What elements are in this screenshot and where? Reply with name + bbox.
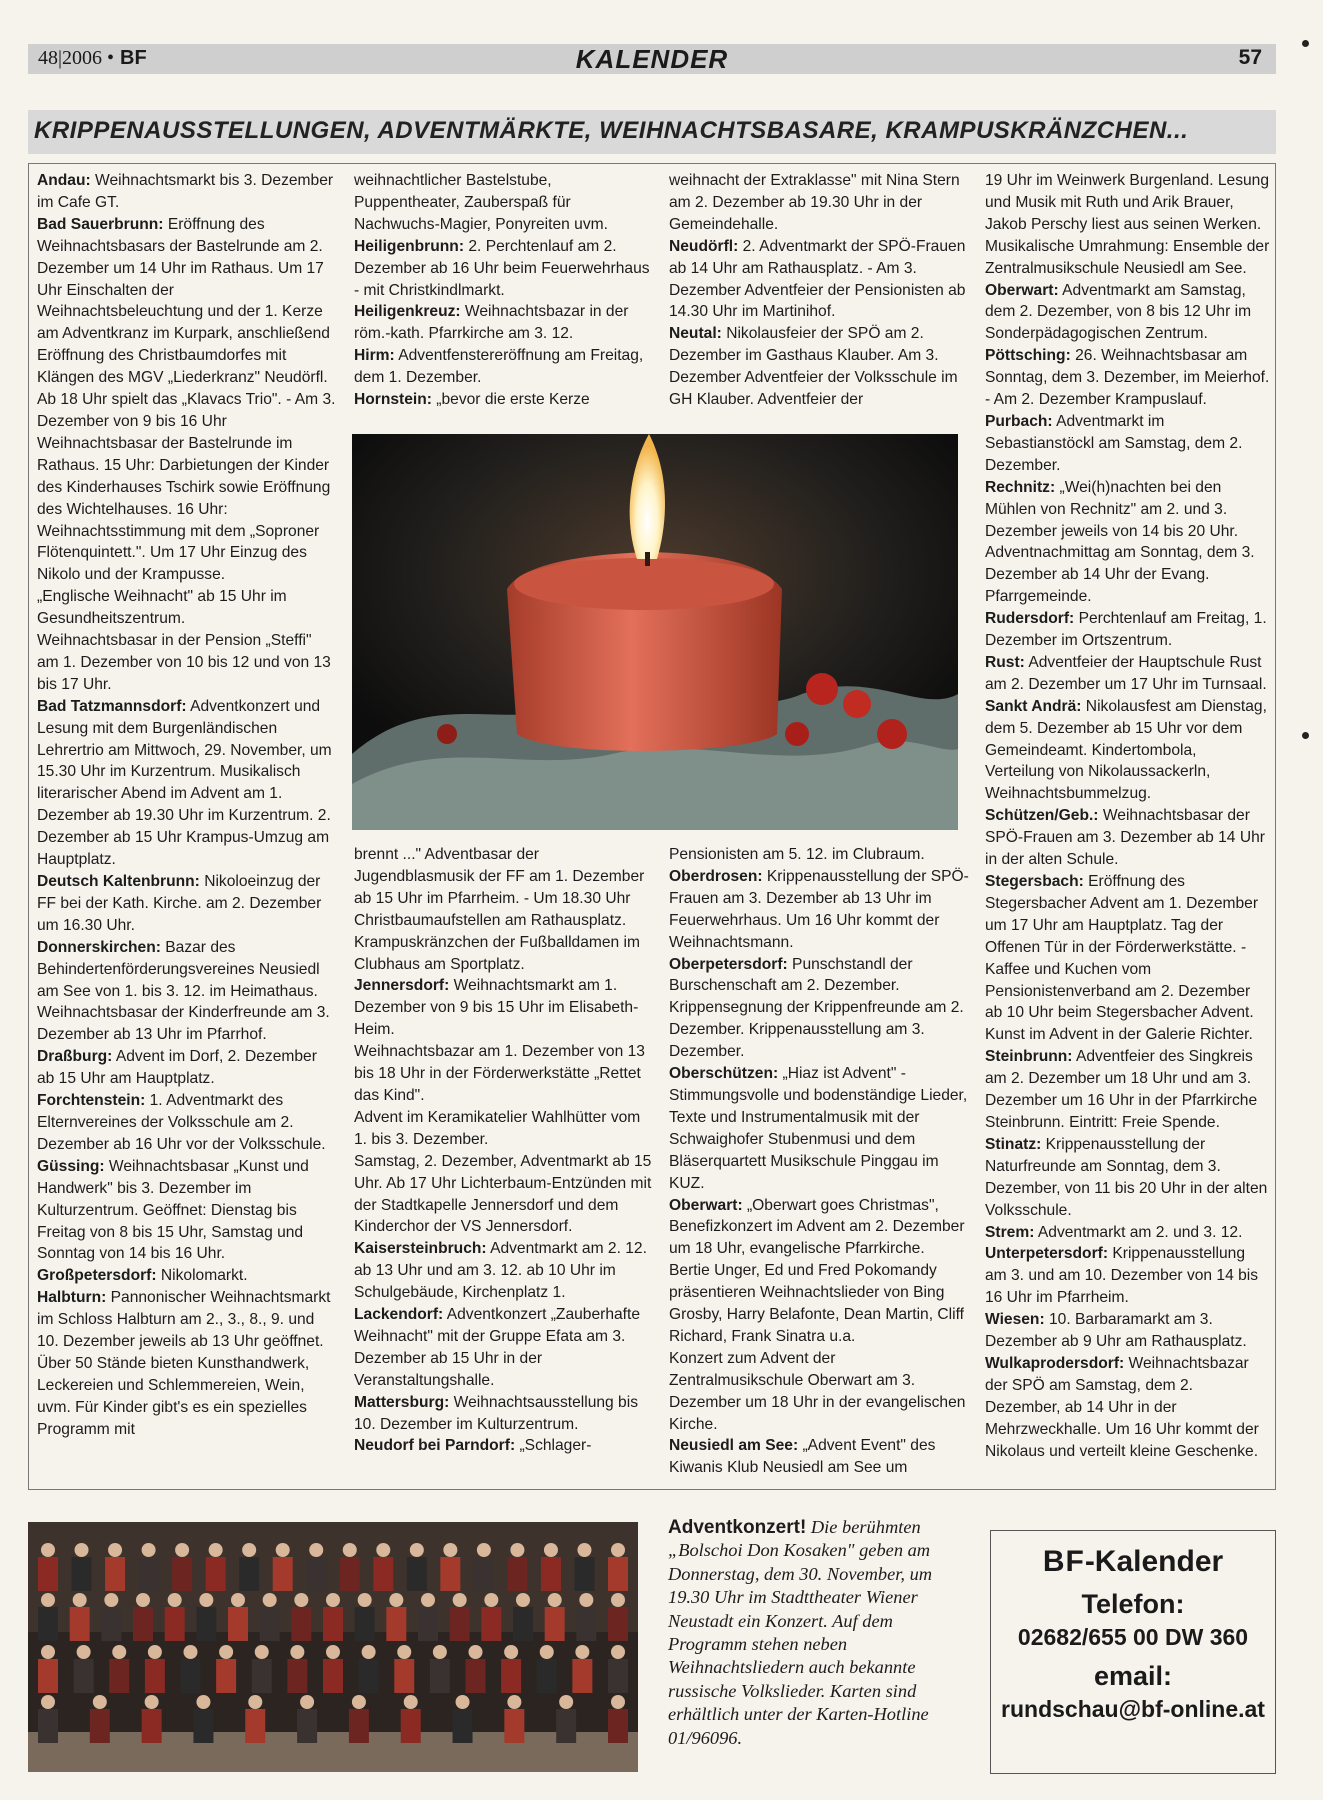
calendar-entry — [354, 301, 654, 345]
calendar-entry — [985, 1243, 1270, 1309]
entry-place: Wulkaprodersdorf: — [985, 1354, 1125, 1372]
entry-text: Advent im Keramikatelier Wahlhütter vom 1. bis 3. Dezember. — [354, 1108, 641, 1148]
column-3-bottom — [669, 844, 969, 1479]
entry-text: Weihnachtsmarkt bis 3. Dezember im Cafe GT. — [37, 172, 334, 211]
choir-photo — [28, 1522, 638, 1772]
entry-place: Bad Sauerbrunn: — [37, 215, 164, 233]
entry-text: „Schlager- — [515, 1437, 592, 1455]
entry-text: Eröffnung des Weihnachtsbasars der Bastelrunde am 2. Dezember um 14 Uhr im Rathaus. Um 17 Uhr Einschalten der Weihnachtsbeleuchtung und der 1. Kerze am Adventkranz im Kurpark, anschließend Eröffnung des Christbaumdorfes mit Klängen des MGV „Liederkranz" Neudörfl. Ab 18 Uhr spielt das „Klavacs Trio". - Am 3. Dezember von 9 bis 16 Uhr Weihnachtsbasar der Bastelrunde im Rathaus. 15 Uhr: Darbietungen der Kinder des Kinderhauses Tschirk sowie Eröffnung des Wichtelhauses. 16 Uhr: Weihnachtsstimmung mit dem „Soproner Flötenquintett.". Um 17 Uhr Einzug des Nikolo und der Krampusse. — [37, 215, 336, 584]
entry-place: Draßburg: — [37, 1048, 113, 1066]
calendar-entry — [985, 696, 1270, 806]
entry-text: 1. Adventmarkt des Elternvereines der Volksschule am 2. Dezember ab 16 Uhr vor der Volksschule. — [37, 1092, 326, 1153]
entry-text: Konzert zum Advent der Zentralmusikschule Oberwart am 3. Dezember um 18 Uhr in der evangelischen Kirche. — [669, 1349, 966, 1433]
column-2-bottom — [354, 844, 654, 1457]
calendar-entry — [37, 1156, 337, 1266]
entry-place: Heiligenkreuz: — [354, 303, 461, 321]
entry-place: Mattersburg: — [354, 1393, 450, 1411]
calendar-entry — [354, 345, 654, 389]
entry-place: Rust: — [985, 653, 1025, 671]
calendar-entry — [37, 170, 337, 214]
page-header — [28, 44, 1276, 74]
entry-place: Halbturn: — [37, 1289, 107, 1307]
email-address: rundschau@bf-online.at — [1001, 1696, 1265, 1722]
entry-place: Sankt Andrä: — [985, 697, 1082, 715]
calendar-box — [28, 163, 1276, 1490]
entry-text: Weihnachtsbazar am 1. Dezember von 13 bis 18 Uhr in der Förderwerkstätte „Rettet das Kind". — [354, 1043, 645, 1104]
calendar-entry — [985, 477, 1270, 608]
calendar-entry — [669, 866, 969, 954]
calendar-entry — [985, 805, 1270, 871]
entry-place: Donnerskirchen: — [37, 938, 161, 956]
entry-place: Pöttsching: — [985, 347, 1071, 365]
entry-text: Krippenausstellung der Naturfreunde am Sonntag, dem 3. Dezember, von 11 bis 20 Uhr in der alten Volksschule. — [985, 1135, 1268, 1219]
entry-place: Güssing: — [37, 1157, 105, 1175]
entry-text: Nikolausfest am Dienstag, dem 5. Dezember ab 15 Uhr vor dem Gemeindeamt. Kindertombola, Verteilung von Nikolaussackerln, Weihnachtsbummelzug. — [985, 697, 1267, 803]
entry-text: 2. Adventmarkt der SPÖ-Frauen ab 14 Uhr am Rathausplatz. - Am 3. Dezember Adventfeier der Pensionisten ab 14.30 Uhr im Martinihof. — [669, 237, 966, 321]
advent-lead: Adventkonzert! — [668, 1517, 807, 1538]
calendar-entry — [669, 1348, 969, 1436]
entry-place: Lackendorf: — [354, 1306, 444, 1324]
calendar-entry — [985, 1222, 1270, 1244]
entry-text: 19 Uhr im Weinwerk Burgenland. Lesung und Musik mit Ruth und Arik Brauer, Jakob Perschy liest aus seinen Werken. Musikalische Umrahmung: Ensemble der Zentralmusikschule Neusiedl am See. — [985, 172, 1270, 277]
entry-text: Weihnachtsbasar in der Pension „Steffi" am 1. Dezember von 10 bis 12 und von 13 bis 17 Uhr. — [37, 632, 331, 693]
entry-text: Adventmarkt am 2. 12. ab 13 Uhr und am 3. 12. ab 10 Uhr im Schulgebäude, Kirchenplatz 1. — [354, 1240, 647, 1302]
entry-text: Nikoloeinzug der FF bei der Kath. Kirche. am 2. Dezember um 16.30 Uhr. — [37, 873, 322, 934]
entry-text: Krippenausstellung der SPÖ-Frauen am 3. Dezember ab 13 Uhr im Feuerwehrhaus. Um 16 Uhr kommt der Weihnachtsmann. — [669, 867, 969, 951]
entry-place: Unterpetersdorf: — [985, 1245, 1109, 1263]
calendar-entry — [985, 170, 1270, 280]
entry-place: Oberwart: — [669, 1196, 743, 1214]
entry-place: Neudorf bei Parndorf: — [354, 1437, 516, 1455]
entry-place: Schützen/Geb.: — [985, 807, 1099, 825]
entry-place: Stinatz: — [985, 1135, 1042, 1153]
calendar-entry — [985, 1046, 1270, 1134]
calendar-entry — [37, 1265, 337, 1287]
issue-label: 48|2006 • BF — [38, 47, 147, 69]
section-title: KALENDER — [575, 44, 729, 74]
page-number: 57 — [1238, 46, 1262, 69]
entry-text: Nikolausfeier der SPÖ am 2. Dezember im Gasthaus Klauber. Am 3. Dezember Adventfeier der Volksschule im GH Klauber. Adventfeier der — [669, 325, 958, 409]
calendar-entry — [669, 170, 969, 236]
entry-place: Oberschützen: — [669, 1065, 779, 1083]
calendar-entry — [985, 345, 1270, 411]
entry-place: Oberpetersdorf: — [669, 955, 788, 973]
calendar-entry — [354, 1107, 654, 1151]
entry-text: Pannonischer Weihnachtsmarkt im Schloss Halbturn am 2., 3., 8., 9. und 10. Dezember jeweils ab 13 Uhr geöffnet. Über 50 Stände bieten Kunsthandwerk, Leckereien und Schlemmereien, Wein, uvm. Für Kinder gibt's es ein spezielles Programm mit — [37, 1289, 331, 1438]
entry-place: Wiesen: — [985, 1311, 1045, 1329]
email-label: email: — [1093, 1661, 1173, 1691]
entry-text: Adventmarkt im Sebastianstöckl am Samstag, dem 2. Dezember. — [985, 412, 1243, 474]
calendar-entry — [669, 323, 969, 411]
column-4 — [985, 170, 1270, 1462]
entry-place: Purbach: — [985, 412, 1053, 430]
calendar-entry — [37, 1090, 337, 1156]
phone-number: 02682/655 00 DW 360 — [1017, 1624, 1249, 1650]
entry-place: Bad Tatzmannsdorf: — [37, 697, 187, 715]
entry-text: weihnacht der Extraklasse" mit Nina Stern am 2. Dezember ab 19.30 Uhr in der Gemeindehalle. — [669, 172, 960, 233]
entry-place: Strem: — [985, 1223, 1035, 1241]
calendar-entry — [669, 1195, 969, 1348]
headline-bar — [28, 110, 1276, 154]
entry-text: Adventkonzert und Lesung mit dem Burgenländischen Lehrertrio am Mittwoch, 29. November, um 15.30 Uhr im Kurzentrum. Musikalisch literarischer Abend im Advent am 1. Dezember ab 19.30 Uhr im Kurzentrum. 2. Dezember ab 15 Uhr Krampus-Umzug am Hauptplatz. — [37, 697, 332, 869]
calendar-entry — [669, 954, 969, 1064]
calendar-entry — [354, 844, 654, 975]
entry-text: Samstag, 2. Dezember, Adventmarkt ab 15 Uhr. Ab 17 Uhr Lichterbaum-Entzünden mit der Stadtkapelle Jennersdorf und dem Kinderchor der VS Jennersdorf. — [354, 1152, 652, 1236]
calendar-entry — [37, 586, 337, 630]
entry-text: Weihnachtsbasar „Kunst und Handwerk" bis 3. Dezember im Kulturzentrum. Geöffnet: Dienstag bis Freitag von 8 bis 15 Uhr, Samstag und Sonntag von 14 bis 16 Uhr. — [37, 1157, 309, 1263]
entry-place: Deutsch Kaltenbrunn: — [37, 873, 200, 890]
entry-text: Weihnachtsausstellung bis 10. Dezember im Kulturzentrum. — [354, 1393, 638, 1433]
entry-text: „bevor die erste Kerze — [431, 391, 590, 409]
calendar-entry — [37, 937, 337, 1047]
entry-text: Nikolomarkt. — [156, 1267, 248, 1285]
calendar-entry — [354, 1041, 654, 1107]
entry-text: Advent im Dorf, 2. Dezember ab 15 Uhr am Hauptplatz. — [37, 1048, 317, 1088]
entry-text: Adventmarkt am 2. und 3. 12. — [1034, 1223, 1243, 1241]
calendar-entry — [985, 280, 1270, 346]
entry-text: Perchtenlauf am Freitag, 1. Dezember im Ortszentrum. — [985, 610, 1267, 650]
entry-place: Stegersbach: — [985, 873, 1084, 890]
entry-text: 10. Barbaramarkt am 3. Dezember ab 9 Uhr am Rathausplatz. — [985, 1311, 1247, 1351]
entry-place: Hornstein: — [354, 391, 432, 409]
entry-text: „Englische Weihnacht" ab 15 Uhr im Gesundheitszentrum. — [37, 588, 287, 628]
calendar-entry — [985, 871, 1270, 1046]
entry-text: „Oberwart goes Christmas", Benefizkonzert im Advent am 2. Dezember um 18 Uhr, evangelische Pfarrkirche. Bertie Unger, Ed und Fred Pokomandy präsentieren Weihnachtslieder von Bing Grosby, Harry Belafonte, Dean Martin, Cliff Richard, Frank Sinatra u.a. — [669, 1196, 965, 1345]
calendar-entry — [37, 871, 337, 937]
entry-text: Adventkonzert „Zauberhafte Weihnacht" mit der Gruppe Efata am 3. Dezember ab 15 Uhr in der Veranstaltungshalle. — [354, 1306, 641, 1389]
entry-place: Steinbrunn: — [985, 1048, 1073, 1066]
calendar-entry — [669, 844, 969, 866]
entry-text: Adventmarkt am Samstag, dem 2. Dezember, von 8 bis 12 Uhr im Sonderpädagogischen Zentrum. — [985, 281, 1252, 343]
entry-place: Rechnitz: — [985, 478, 1056, 496]
entry-place: Oberdrosen: — [669, 867, 763, 885]
calendar-entry — [985, 608, 1270, 652]
margin-dot — [1302, 732, 1309, 739]
entry-place: Kaisersteinbruch: — [354, 1240, 487, 1258]
calendar-entry — [37, 1046, 337, 1090]
entry-text: Krippenausstellung am 3. und am 10. Dezember von 14 bis 16 Uhr im Pfarrheim. — [985, 1245, 1259, 1307]
candle-photo — [352, 434, 958, 830]
calendar-entry — [354, 1304, 654, 1392]
headline: KRIPPENAUSSTELLUNGEN, ADVENTMÄRKTE, WEIHNACHTSBASARE, KRAMPUSKRÄNZCHEN... — [34, 117, 1189, 144]
calendar-entry — [37, 630, 337, 696]
entry-text: Punschstandl der Burschenschaft am 2. Dezember. Krippensegnung der Krippenfreunde am 2. Dezember. Krippenausstellung am 3. Dezember. — [669, 955, 964, 1061]
calendar-entry — [37, 1287, 337, 1440]
calendar-entry — [354, 1435, 654, 1457]
calendar-entry — [985, 1309, 1270, 1353]
entry-text: 2. Perchtenlauf am 2. Dezember ab 16 Uhr beim Feuerwehrhaus - mit Christkindlmarkt. — [354, 237, 650, 299]
entry-place: Forchtenstein: — [37, 1092, 146, 1110]
phone-label: Telefon: — [1081, 1589, 1185, 1619]
entry-place: Oberwart: — [985, 281, 1059, 299]
calendar-entry — [37, 214, 337, 586]
entry-text: Bazar des Behindertenförderungsvereines Neusiedl am See von 1. bis 3. 12. im Heimathaus. Weihnachtsbasar der Kinderfreunde am 3. Dezember ab 13 Uhr im Pfarrhof. — [37, 938, 330, 1044]
entry-text: „Advent Event" des Kiwanis Klub Neusiedl am See um — [669, 1437, 936, 1477]
entry-place: Heiligenbrunn: — [354, 237, 465, 255]
calendar-entry — [669, 236, 969, 324]
entry-text: Adventfeier der Hauptschule Rust am 2. Dezember um 17 Uhr im Turnsaal. — [985, 653, 1267, 693]
calendar-entry — [985, 1353, 1270, 1463]
calendar-entry — [354, 389, 654, 411]
entry-text: Pensionisten am 5. 12. im Clubraum. — [669, 846, 925, 863]
column-3-top — [669, 170, 969, 411]
calendar-entry — [354, 170, 654, 236]
calendar-entry — [354, 975, 654, 1041]
column-2-top — [354, 170, 654, 411]
calendar-entry — [354, 1392, 654, 1436]
calendar-entry — [354, 236, 654, 302]
entry-text: weihnachtlicher Bastelstube, Puppentheater, Zauberspaß für Nachwuchs-Magier, Ponyreiten uvm. — [354, 172, 608, 233]
calendar-entry — [985, 652, 1270, 696]
entry-text: Adventfeier des Singkreis am 2. Dezember um 18 Uhr und am 3. Dezember um 16 Uhr in der Pfarrkirche Steinbrunn. Eintritt: Freie Spende. — [985, 1048, 1258, 1131]
entry-text: 26. Weihnachtsbasar am Sonntag, dem 3. Dezember, im Meierhof. - Am 2. Dezember Krampuslauf. — [985, 347, 1270, 409]
entry-text: Weihnachtsbasar der SPÖ-Frauen am 3. Dezember ab 14 Uhr in der alten Schule. — [985, 807, 1265, 869]
brand-logo: BF — [1042, 1545, 1085, 1578]
calendar-entry — [354, 1238, 654, 1304]
calendar-entry — [37, 696, 337, 871]
entry-text: Weihnachtsbazar in der röm.-kath. Pfarrkirche am 3. 12. — [354, 303, 629, 343]
calendar-entry — [669, 1063, 969, 1194]
contact-box — [990, 1530, 1276, 1774]
margin-dot — [1302, 40, 1309, 47]
entry-text: Weihnachtsbazar der SPÖ am Samstag, dem 2. Dezember, ab 14 Uhr in der Mehrzweckhalle. Um 16 Uhr kommt der Nikolaus und verteilt kleine Geschenke. — [985, 1354, 1259, 1460]
advent-text: Die berühmten „Bolschoi Don Kosaken" geben am Donnerstag, dem 30. November, um 19.30 Uhr im Stadttheater Wiener Neustadt ein Konzert. Auf dem Programm stehen neben Weihnachtsliedern auch bekannte russische Volkslieder. Karten sind erhältlich unter der Karten-Hotline 01/96096. — [668, 1517, 933, 1748]
entry-text: Eröffnung des Stegersbacher Advent am 1. Dezember um 17 Uhr am Hauptplatz. Tag der Offenen Tür in der Förderwerkstätte. - Kaffee und Kuchen vom Pensionistenverband am 2. Dezember ab 10 Uhr beim Stegersbacher Advent. Kunst im Advent in der Galerie Richter. — [985, 873, 1259, 1044]
contact-title: BF-Kalender — [1042, 1545, 1224, 1578]
entry-place: Neudörfl: — [669, 237, 739, 255]
entry-place: Großpetersdorf: — [37, 1267, 157, 1285]
entry-place: Hirm: — [354, 347, 395, 365]
entry-place: Neutal: — [669, 325, 722, 343]
entry-place: Neusiedl am See: — [669, 1437, 799, 1455]
advent-concert-notice — [668, 1516, 958, 1750]
entry-text: „Wei(h)nachten bei den Mühlen von Rechnitz" am 2. und 3. Dezember jeweils von 14 bis 20 Uhr. Adventnachmittag am Sonntag, dem 3. Dezember ab 14 Uhr der Evang. Pfarrgemeinde. — [985, 478, 1255, 606]
entry-text: brennt ..." Adventbasar der Jugendblasmusik der FF am 1. Dezember ab 15 Uhr im Pfarrheim. - Um 18.30 Uhr Christbaumaufstellen am Rathausplatz. Krampuskränzchen der Fußballdamen im Clubhaus am Sportplatz. — [354, 846, 645, 973]
entry-place: Jennersdorf: — [354, 977, 450, 995]
entry-text: Weihnachtsmarkt am 1. Dezember von 9 bis 15 Uhr im Elisabeth-Heim. — [354, 977, 639, 1039]
calendar-entry — [669, 1435, 969, 1479]
entry-place: Rudersdorf: — [985, 610, 1075, 628]
calendar-entry — [985, 411, 1270, 477]
entry-text: „Hiaz ist Advent" - Stimmungsvolle und bodenständige Lieder, Texte und Instrumentalmusik mit der Schwaighofer Stubenmusi und dem Bläserquartett Musikschule Pinggau im KUZ. — [669, 1065, 968, 1192]
brand-logo: BF — [120, 47, 147, 69]
calendar-entry — [354, 1151, 654, 1239]
entry-place: Andau: — [37, 172, 91, 189]
entry-text: Adventfenstereröffnung am Freitag, dem 1. Dezember. — [354, 347, 644, 387]
calendar-entry — [985, 1134, 1270, 1222]
column-1 — [37, 170, 337, 1441]
